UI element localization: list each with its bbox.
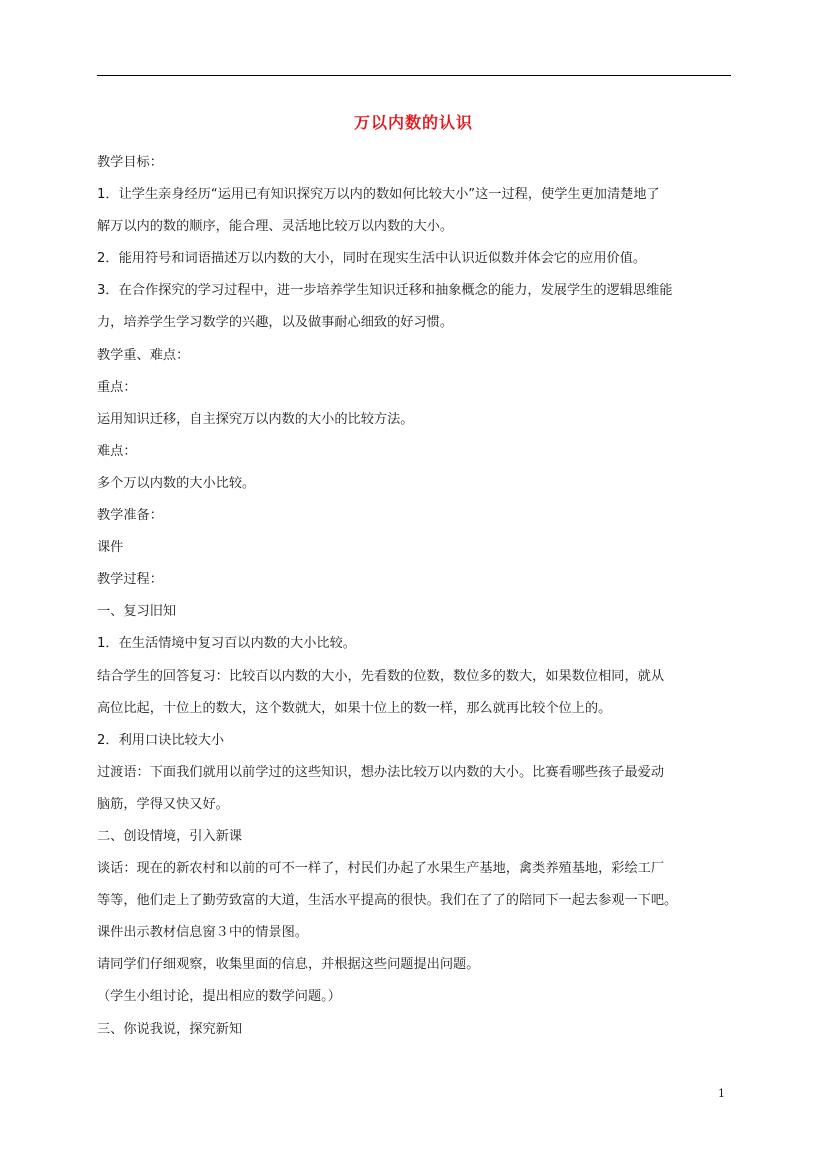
text-line: 难点： (97, 443, 137, 459)
document-title: 万以内数的认识 (353, 113, 473, 132)
text-line: 3．在合作探究的学习过程中，进一步培养学生知识迁移和抽象概念的能力，发展学生的逻辑思维能 (97, 283, 673, 299)
text-line: 运用知识迁移，自主探究万以内数的大小的比较方法。 (97, 411, 414, 427)
text-line: 1．在生活情境中复习百以内数的大小比较。 (97, 636, 356, 652)
text-line: 2．利用口诀比较大小 (97, 732, 225, 748)
text-line: 课件出示教材信息窗３中的情景图。 (97, 925, 308, 941)
text-line: 课件 (97, 540, 124, 556)
text-line: 二、创设情境，引入新课 (97, 828, 243, 844)
page-number: 1 (718, 1087, 725, 1100)
text-line: 2．能用符号和词语描述万以内数的大小，同时在现实生活中认识近似数并体会它的应用价值。 (97, 251, 647, 267)
text-line: 多个万以内数的大小比较。 (97, 475, 256, 491)
text-line: 高位比起，十位上的数大，这个数就大，如果十位上的数一样，那么就再比较个位上的。 (97, 700, 612, 716)
text-line: 教学过程： (97, 572, 163, 588)
text-line: 三、你说我说，探究新知 (97, 1021, 243, 1037)
text-line: 教学准备： (97, 508, 163, 524)
text-line: 解万以内的数的顺序，能合理、灵活地比较万以内数的大小。 (97, 219, 454, 235)
text-line: 教学目标： (97, 155, 163, 170)
text-line: 重点： (97, 379, 137, 395)
text-line: 一、复习旧知 (97, 604, 177, 620)
text-line: 力，培养学生学习数学的兴趣，以及做事耐心细致的好习惯。 (97, 315, 454, 331)
text-line: 谈话：现在的新农村和以前的可不一样了，村民们办起了水果生产基地，禽类养殖基地，彩绘工厂 (97, 861, 665, 877)
document-body (97, 147, 737, 1046)
text-line: 脑筋，学得又快又好。 (97, 796, 229, 812)
header-rule (97, 75, 731, 76)
text-line: 请同学们仔细观察，收集里面的信息，并根据这些问题提出问题。 (97, 957, 480, 973)
text-line: 过渡语：下面我们就用以前学过的这些知识，想办法比较万以内数的大小。比赛看哪些孩子最爱动 (97, 764, 665, 780)
text-line: 结合学生的回答复习：比较百以内数的大小，先看数的位数，数位多的数大，如果数位相同，就从 (97, 668, 665, 684)
text-line: 教学重、难点： (97, 347, 190, 363)
text-line: 等等，他们走上了勤劳致富的大道，生活水平提高的很快。我们在了了的陪同下一起去参观一下吧。 (97, 893, 678, 909)
text-line: （学生小组讨论，提出相应的数学问题。） (97, 989, 341, 1005)
text-line: 1．让学生亲身经历“运用已有知识探究万以内的数如何比较大小”这一过程，使学生更加清楚地了 (97, 187, 660, 203)
